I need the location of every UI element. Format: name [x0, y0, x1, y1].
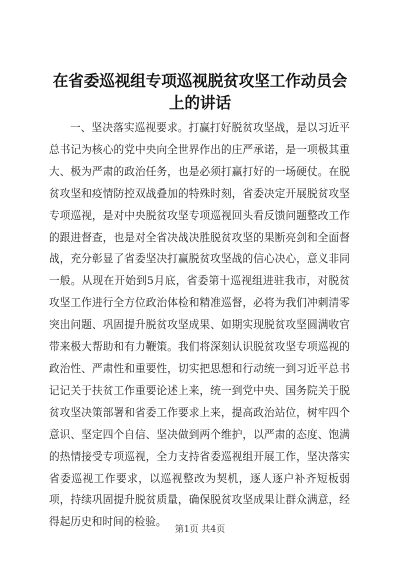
body-paragraph: 一、坚决落实巡视要求。打赢打好脱贫攻坚战，是以习近平总书记为核心的党中央向全世界作出的庄严承诺，是一项极其重大、极为严肃的政治任务，也是必须打赢打好的一场硬仗。在脱贫攻坚和疫情防控双战叠加的特殊时刻，省委决定开展脱贫攻坚专项巡视，是对中央脱贫攻坚专项巡视回头看反馈问题整改工作的跟进督查，也是对全省决战决胜脱贫攻坚的果断亮剑和全面督战，充分彰显了省委坚决打赢脱贫攻坚战的信心决心，意义非同一般。从现在开始到5月底，省委第十巡视组进驻我市，对脱贫攻坚工作进行全方位政治体检和精准巡督，必将为我们冲刺清零突出问题、巩固提升脱贫攻坚成果、如期实现脱贫攻坚圆满收官带来极大帮助和有力鞭策。我们将深刻认识脱贫攻坚专项巡视的政治性、严肃性和重要性，切实把思想和行动统一到习近平总书记记关于扶贫工作重要论述上来，统一到党中央、国务院关于脱贫攻坚决策部署和省委工作要求上来，提高政治站位，树牢四个意识、坚定四个自信、坚决做到两个维护，以严肃的态度、饱满的热情接受专项巡视，全力支持省委巡视组开展工作，坚决落实省委巡视工作要求，以巡视整改为契机，逐人逐户补齐短板弱项，持续巩固提升脱贫质量，确保脱贫攻坚成果让群众满意，经得起历史和时间的检验。 — [49, 122, 350, 529]
document-title: 在省委巡视组专项巡视脱贫攻坚工作动员会上的讲话 — [52, 72, 348, 112]
page-number: 第1页 共4页 — [174, 525, 226, 535]
